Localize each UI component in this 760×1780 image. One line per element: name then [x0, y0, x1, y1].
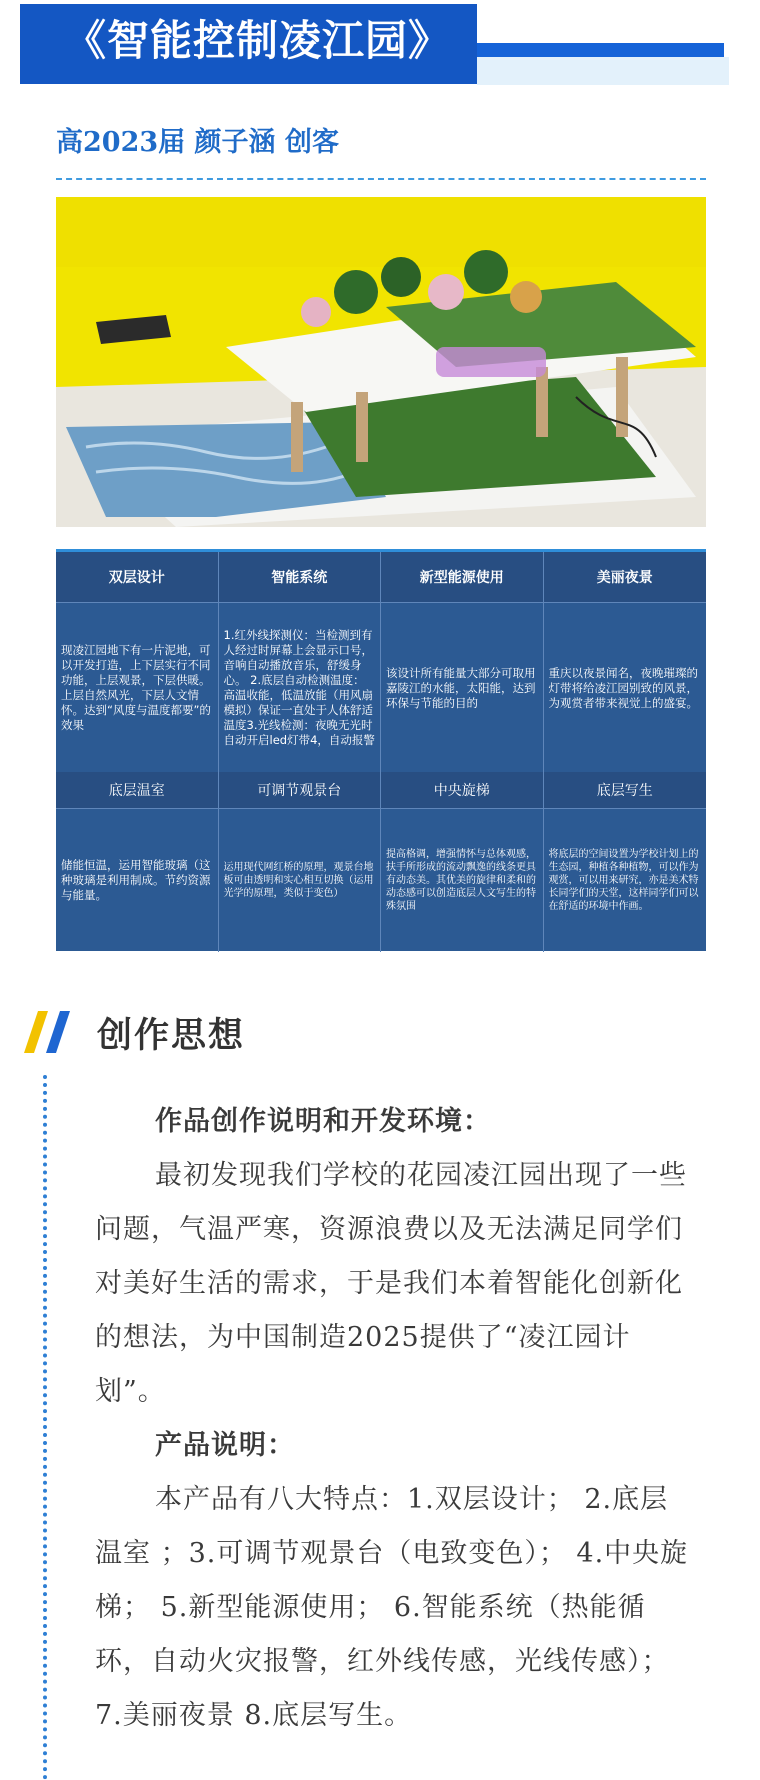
table-cell: 运用现代网红桥的原理，观景台地板可由透明和实心相互切换（运用光学的原理，类似于变色） — [219, 809, 382, 952]
banner-stripe — [477, 43, 724, 57]
page-title: 《智能控制凌江园》 — [20, 4, 477, 84]
table-cell: 该设计所有能量大部分可取用嘉陵江的水能，太阳能，达到环保与节能的目的 — [381, 603, 544, 773]
table-row — [56, 808, 706, 952]
table-header-cell: 可调节观景台 — [219, 772, 382, 808]
double-slash-icon — [24, 1011, 80, 1053]
table-header-cell: 智能系统 — [219, 552, 382, 602]
table-header-row — [56, 772, 706, 808]
feature-table — [56, 549, 706, 951]
article-body — [95, 1095, 695, 1743]
banner-shade — [477, 57, 729, 85]
table-cell: 重庆以夜景闻名，夜晚璀璨的灯带将给凌江园别致的风景，为观赏者带来视觉上的盛宴。 — [548, 665, 698, 710]
model-photo-illustration — [56, 197, 706, 527]
model-photo — [56, 197, 706, 527]
table-header-row — [56, 552, 706, 602]
table-row — [56, 602, 706, 774]
dotted-divider — [43, 1075, 47, 1780]
table-header-cell: 底层温室 — [56, 772, 219, 808]
table-header-cell: 双层设计 — [56, 552, 219, 602]
table-cell: 1.红外线探测仪：当检测到有人经过时屏幕上会显示口号，音响自动播放音乐，舒缓身心。 2.底层自动检测温度：高温收能，低温放能（用风扇模拟）保证一直处于人体舒适温度3.光线检测：夜晚无光时自动开启led灯带4，自动报警 — [219, 603, 382, 773]
table-cell: 现凌江园地下有一片泥地，可以开发打造，上下层实行不同功能，上层观景，下层供暖。上层自然风光，下层人文情怀。达到“风度与温度都要”的效果 — [56, 603, 219, 773]
table-header-cell: 新型能源使用 — [381, 552, 544, 602]
table-header-cell: 底层写生 — [544, 772, 707, 808]
paragraph: 本产品有八大特点：1.双层设计； 2.底层温室 ；3.可调节观景台（电致变色）； 4.中央旋梯； 5.新型能源使用； 6.智能系统（热能循环，自动火灾报警，红外线传感，光线传感）；7.美丽夜景 8.底层写生。 — [95, 1484, 689, 1731]
table-header-cell: 美丽夜景 — [544, 552, 707, 602]
dashed-divider — [56, 178, 706, 180]
subheading: 作品创作说明和开发环境： — [155, 1106, 491, 1137]
table-cell: 储能恒温，运用智能玻璃（这种玻璃是利用制成。节约资源与能量。 — [56, 809, 219, 952]
section-heading: 创作思想 — [97, 1016, 246, 1056]
table-cell: 提高格调，增强情怀与总体观感，扶手所形成的流动飘逸的线条更具有动态美。其优美的旋律和柔和的动态感可以创造底层人文写生的特殊氛围 — [381, 809, 544, 952]
table-header-cell: 中央旋梯 — [381, 772, 544, 808]
subheading: 产品说明： — [155, 1430, 295, 1461]
author-line: 高2023届 颜子涵 创客 — [56, 127, 339, 158]
paragraph: 最初发现我们学校的花园凌江园出现了一些问题，气温严寒，资源浪费以及无法满足同学们对美好生活的需求，于是我们本着智能化创新化的想法，为中国制造2025提供了“凌江园计划”。 — [95, 1160, 687, 1407]
table-cell: 将底层的空间设置为学校计划上的生态园，种植各种植物，可以作为观赏，可以用来研究，亦是美术特长同学们的天堂，这样同学们可以在舒适的环境中作画。 — [548, 849, 699, 912]
